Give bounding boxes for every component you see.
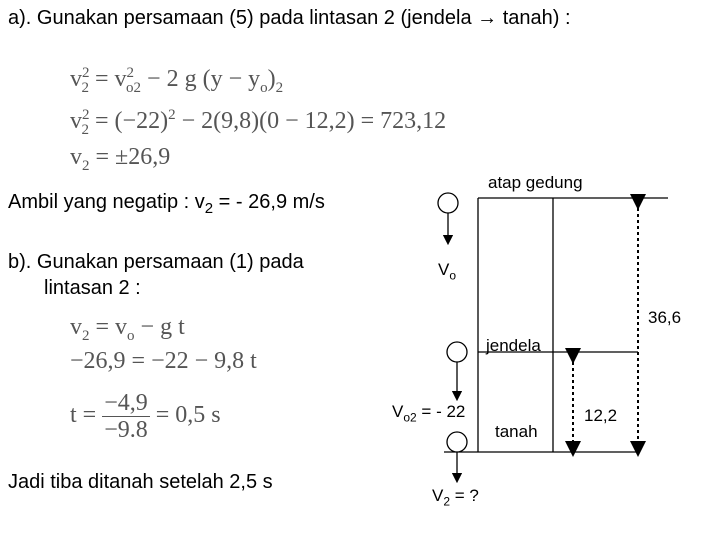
ball-at-roof (438, 193, 458, 213)
roof-label: atap gedung (488, 173, 583, 192)
total-height-label: 36,6 (648, 308, 682, 327)
part-a-equation-2: $v^2_2 = (-22)^2 - 2(9,8)(0 - 12,2) = 723,12$ (70, 107, 447, 138)
part-b-heading-continued: lintasan 2 : (44, 277, 141, 299)
ball-at-ground (447, 432, 467, 452)
negative-root-note: Ambil yang negatip : $v_2$ = - 26,9 m/s (8, 191, 325, 217)
window-height-label: 12,2 (584, 406, 618, 425)
final-velocity-label: $V_2$ = ? (432, 486, 479, 509)
conclusion-text: Jadi tiba ditanah setelah 2,5 s (8, 471, 273, 493)
part-a-equation-3: $v_2 = \pm 26,9$ (70, 144, 171, 174)
part-a-equation-1: $v^2_2 = v^2_{o2} - 2$ g $(y - y_o)_2$ (70, 65, 284, 96)
part-b-equation-2: −26,9 = −22 − 9,8 t (70, 348, 257, 374)
part-b-heading: b). Gunakan persamaan (1) pada (8, 251, 304, 273)
initial-velocity-label: $V_o$ (438, 260, 457, 283)
ground-label: tanah (495, 422, 538, 441)
window-label: jendela (486, 336, 541, 355)
part-a-heading: a). Gunakan persamaan (5) pada lintasan 2 (jendela → tanah) : (8, 7, 571, 29)
part-b-equation-3: t = $\frac{-4,9}{-9.8}$ = 0,5 s (70, 390, 221, 443)
part-b-equation-1: $v_2 = v_o - g$ t (70, 314, 185, 344)
window-velocity-label: $V_{o2}$ = - 22 (392, 402, 466, 425)
ball-at-window (447, 342, 467, 362)
time-fraction: $\frac{-4,9}{-9.8}$ (104, 390, 148, 443)
